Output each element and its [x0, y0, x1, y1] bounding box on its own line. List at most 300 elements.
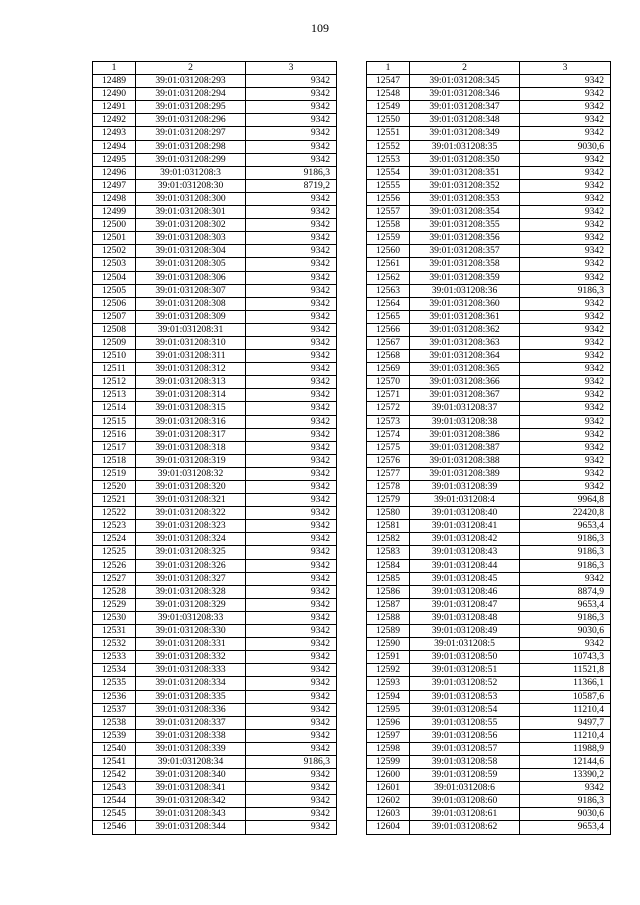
- cadastral-number: 39:01:031208:349: [410, 127, 520, 140]
- row-number: 12529: [93, 598, 136, 611]
- left-table: [92, 61, 337, 835]
- table-row: [93, 690, 337, 703]
- row-number: 12565: [367, 310, 410, 323]
- row-number: 12593: [367, 677, 410, 690]
- value: 9186,3: [520, 533, 611, 546]
- value: 9342: [246, 795, 337, 808]
- row-number: 12522: [93, 507, 136, 520]
- row-number: 12545: [93, 808, 136, 821]
- value: 9342: [246, 467, 337, 480]
- table-row: [93, 598, 337, 611]
- table-row: [367, 428, 611, 441]
- cadastral-number: 39:01:031208:337: [136, 716, 246, 729]
- column-header-1: 1: [93, 62, 136, 75]
- cadastral-number: 39:01:031208:313: [136, 376, 246, 389]
- cadastral-number: 39:01:031208:351: [410, 166, 520, 179]
- value: 9030,6: [520, 140, 611, 153]
- value: 9342: [520, 114, 611, 127]
- table-row: [367, 494, 611, 507]
- cadastral-number: 39:01:031208:51: [410, 664, 520, 677]
- table-row: [93, 297, 337, 310]
- cadastral-number: 39:01:031208:326: [136, 559, 246, 572]
- table-row: [93, 153, 337, 166]
- row-number: 12594: [367, 690, 410, 703]
- row-number: 12548: [367, 88, 410, 101]
- table-row: [367, 611, 611, 624]
- value: 9342: [520, 336, 611, 349]
- row-number: 12506: [93, 297, 136, 310]
- row-number: 12586: [367, 585, 410, 598]
- row-number: 12582: [367, 533, 410, 546]
- value: 9342: [520, 454, 611, 467]
- table-row: [367, 454, 611, 467]
- row-number: 12550: [367, 114, 410, 127]
- row-number: 12592: [367, 664, 410, 677]
- table-row: [93, 467, 337, 480]
- row-number: 12584: [367, 559, 410, 572]
- cadastral-number: 39:01:031208:316: [136, 415, 246, 428]
- value: 9342: [246, 140, 337, 153]
- table-row: [367, 363, 611, 376]
- table-row: [93, 284, 337, 297]
- cadastral-number: 39:01:031208:37: [410, 402, 520, 415]
- value: 9342: [520, 350, 611, 363]
- value: 22420,8: [520, 507, 611, 520]
- value: 9186,3: [520, 559, 611, 572]
- cadastral-number: 39:01:031208:320: [136, 481, 246, 494]
- cadastral-number: 39:01:031208:50: [410, 651, 520, 664]
- table-row: [93, 271, 337, 284]
- cadastral-number: 39:01:031208:388: [410, 454, 520, 467]
- value: 9342: [246, 219, 337, 232]
- column-header-1: 1: [367, 62, 410, 75]
- value: 11521,8: [520, 664, 611, 677]
- table-row: [367, 585, 611, 598]
- cadastral-number: 39:01:031208:42: [410, 533, 520, 546]
- table-row: [93, 179, 337, 192]
- table-row: [367, 336, 611, 349]
- value: 9342: [520, 206, 611, 219]
- table-row: [93, 625, 337, 638]
- table-row: [93, 232, 337, 245]
- table-row: [93, 389, 337, 402]
- table-row: [367, 153, 611, 166]
- value: 9342: [246, 153, 337, 166]
- value: 9342: [520, 232, 611, 245]
- cadastral-number: 39:01:031208:327: [136, 572, 246, 585]
- value: 9342: [520, 245, 611, 258]
- table-row: [93, 677, 337, 690]
- table-row: [93, 140, 337, 153]
- table-row: [93, 782, 337, 795]
- column-header-2: 2: [410, 62, 520, 75]
- value: 9186,3: [246, 166, 337, 179]
- cadastral-number: 39:01:031208:299: [136, 153, 246, 166]
- row-number: 12598: [367, 742, 410, 755]
- value: 9342: [246, 729, 337, 742]
- value: 9342: [520, 376, 611, 389]
- row-number: 12554: [367, 166, 410, 179]
- table-row: [93, 651, 337, 664]
- value: 9342: [246, 690, 337, 703]
- cadastral-number: 39:01:031208:30: [136, 179, 246, 192]
- value: 9653,4: [520, 520, 611, 533]
- table-row: [367, 389, 611, 402]
- table-row: [367, 323, 611, 336]
- cadastral-number: 39:01:031208:47: [410, 598, 520, 611]
- value: 9342: [520, 481, 611, 494]
- cadastral-number: 39:01:031208:296: [136, 114, 246, 127]
- value: 9342: [246, 192, 337, 205]
- value: 9342: [246, 415, 337, 428]
- row-number: 12532: [93, 638, 136, 651]
- row-number: 12513: [93, 389, 136, 402]
- cadastral-number: 39:01:031208:366: [410, 376, 520, 389]
- value: 9342: [246, 716, 337, 729]
- row-number: 12599: [367, 755, 410, 768]
- row-number: 12553: [367, 153, 410, 166]
- value: 9342: [246, 651, 337, 664]
- cadastral-number: 39:01:031208:322: [136, 507, 246, 520]
- value: 9342: [520, 428, 611, 441]
- table-row: [93, 638, 337, 651]
- table-row: [367, 651, 611, 664]
- value: 9342: [520, 179, 611, 192]
- value: 9342: [246, 533, 337, 546]
- value: 9342: [520, 402, 611, 415]
- table-row: [367, 755, 611, 768]
- value: 9342: [246, 625, 337, 638]
- cadastral-number: 39:01:031208:301: [136, 206, 246, 219]
- row-number: 12497: [93, 179, 136, 192]
- table-row: [367, 664, 611, 677]
- row-number: 12530: [93, 611, 136, 624]
- row-number: 12583: [367, 546, 410, 559]
- value: 9342: [520, 166, 611, 179]
- table-row: [93, 127, 337, 140]
- cadastral-number: 39:01:031208:343: [136, 808, 246, 821]
- table-row: [367, 127, 611, 140]
- row-number: 12567: [367, 336, 410, 349]
- cadastral-number: 39:01:031208:361: [410, 310, 520, 323]
- cadastral-number: 39:01:031208:36: [410, 284, 520, 297]
- row-number: 12557: [367, 206, 410, 219]
- value: 9186,3: [520, 284, 611, 297]
- table-row: [367, 808, 611, 821]
- table-row: [93, 546, 337, 559]
- table-row: [367, 598, 611, 611]
- table-row: [367, 572, 611, 585]
- cadastral-number: 39:01:031208:340: [136, 769, 246, 782]
- cadastral-number: 39:01:031208:43: [410, 546, 520, 559]
- table-row: [93, 585, 337, 598]
- value: 9342: [520, 310, 611, 323]
- value: 9186,3: [246, 755, 337, 768]
- value: 9342: [246, 245, 337, 258]
- value: 9342: [520, 258, 611, 271]
- cadastral-number: 39:01:031208:357: [410, 245, 520, 258]
- row-number: 12537: [93, 703, 136, 716]
- row-number: 12544: [93, 795, 136, 808]
- cadastral-number: 39:01:031208:34: [136, 755, 246, 768]
- table-row: [93, 415, 337, 428]
- value: 9342: [246, 258, 337, 271]
- table-row: [367, 467, 611, 480]
- table-row: [93, 192, 337, 205]
- table-row: [367, 782, 611, 795]
- value: 9342: [520, 192, 611, 205]
- table-row: [367, 232, 611, 245]
- table-row: [367, 795, 611, 808]
- row-number: 12534: [93, 664, 136, 677]
- cadastral-number: 39:01:031208:294: [136, 88, 246, 101]
- row-number: 12571: [367, 389, 410, 402]
- value: 9342: [246, 598, 337, 611]
- table-row: [367, 533, 611, 546]
- cadastral-number: 39:01:031208:334: [136, 677, 246, 690]
- value: 9342: [246, 101, 337, 114]
- table-row: [93, 75, 337, 88]
- table-row: [367, 703, 611, 716]
- table-row: [93, 428, 337, 441]
- value: 9342: [246, 638, 337, 651]
- cadastral-number: 39:01:031208:346: [410, 88, 520, 101]
- row-number: 12524: [93, 533, 136, 546]
- table-row: [93, 323, 337, 336]
- cadastral-number: 39:01:031208:305: [136, 258, 246, 271]
- table-row: [93, 350, 337, 363]
- cadastral-number: 39:01:031208:52: [410, 677, 520, 690]
- value: 9497,7: [520, 716, 611, 729]
- value: 9186,3: [520, 795, 611, 808]
- value: 13390,2: [520, 769, 611, 782]
- value: 9342: [246, 336, 337, 349]
- table-row: [93, 166, 337, 179]
- cadastral-number: 39:01:031208:312: [136, 363, 246, 376]
- row-number: 12520: [93, 481, 136, 494]
- cadastral-number: 39:01:031208:345: [410, 75, 520, 88]
- row-number: 12590: [367, 638, 410, 651]
- row-number: 12596: [367, 716, 410, 729]
- cadastral-number: 39:01:031208:306: [136, 271, 246, 284]
- right-table: [366, 61, 611, 835]
- table-row: [367, 166, 611, 179]
- table-row: [93, 611, 337, 624]
- cadastral-number: 39:01:031208:40: [410, 507, 520, 520]
- table-row: [93, 821, 337, 834]
- row-number: 12549: [367, 101, 410, 114]
- cadastral-number: 39:01:031208:41: [410, 520, 520, 533]
- table-row: [93, 114, 337, 127]
- row-number: 12504: [93, 271, 136, 284]
- cadastral-number: 39:01:031208:4: [410, 494, 520, 507]
- row-number: 12489: [93, 75, 136, 88]
- table-row: [367, 821, 611, 834]
- table-row: [367, 690, 611, 703]
- cadastral-number: 39:01:031208:342: [136, 795, 246, 808]
- cadastral-number: 39:01:031208:38: [410, 415, 520, 428]
- value: 9186,3: [520, 611, 611, 624]
- cadastral-number: 39:01:031208:341: [136, 782, 246, 795]
- row-number: 12490: [93, 88, 136, 101]
- row-number: 12597: [367, 729, 410, 742]
- cadastral-number: 39:01:031208:310: [136, 336, 246, 349]
- cadastral-number: 39:01:031208:55: [410, 716, 520, 729]
- table-row: [367, 769, 611, 782]
- table-row: [367, 75, 611, 88]
- cadastral-number: 39:01:031208:328: [136, 585, 246, 598]
- cadastral-number: 39:01:031208:311: [136, 350, 246, 363]
- column-header-3: 3: [520, 62, 611, 75]
- page-number: 109: [311, 21, 329, 35]
- row-number: 12595: [367, 703, 410, 716]
- row-number: 12574: [367, 428, 410, 441]
- cadastral-number: 39:01:031208:335: [136, 690, 246, 703]
- row-number: 12566: [367, 323, 410, 336]
- cadastral-number: 39:01:031208:6: [410, 782, 520, 795]
- value: 9342: [246, 664, 337, 677]
- table-row: [367, 88, 611, 101]
- cadastral-number: 39:01:031208:365: [410, 363, 520, 376]
- value: 9342: [520, 88, 611, 101]
- table-row: [367, 716, 611, 729]
- cadastral-number: 39:01:031208:360: [410, 297, 520, 310]
- row-number: 12575: [367, 441, 410, 454]
- row-number: 12496: [93, 166, 136, 179]
- value: 11210,4: [520, 703, 611, 716]
- table-row: [367, 310, 611, 323]
- row-number: 12495: [93, 153, 136, 166]
- row-number: 12517: [93, 441, 136, 454]
- cadastral-number: 39:01:031208:321: [136, 494, 246, 507]
- row-number: 12556: [367, 192, 410, 205]
- table-row: [93, 572, 337, 585]
- row-number: 12521: [93, 494, 136, 507]
- row-number: 12579: [367, 494, 410, 507]
- cadastral-number: 39:01:031208:387: [410, 441, 520, 454]
- value: 12144,6: [520, 755, 611, 768]
- row-number: 12601: [367, 782, 410, 795]
- cadastral-number: 39:01:031208:332: [136, 651, 246, 664]
- row-number: 12531: [93, 625, 136, 638]
- row-number: 12512: [93, 376, 136, 389]
- table-row: [93, 88, 337, 101]
- value: 9653,4: [520, 598, 611, 611]
- table-row: [93, 742, 337, 755]
- cadastral-number: 39:01:031208:389: [410, 467, 520, 480]
- row-number: 12510: [93, 350, 136, 363]
- value: 9342: [246, 363, 337, 376]
- value: 9342: [246, 821, 337, 834]
- cadastral-number: 39:01:031208:45: [410, 572, 520, 585]
- column-header-2: 2: [136, 62, 246, 75]
- cadastral-number: 39:01:031208:298: [136, 140, 246, 153]
- value: 9342: [246, 232, 337, 245]
- table-row: [367, 192, 611, 205]
- row-number: 12591: [367, 651, 410, 664]
- value: 10587,6: [520, 690, 611, 703]
- row-number: 12543: [93, 782, 136, 795]
- row-number: 12560: [367, 245, 410, 258]
- row-number: 12516: [93, 428, 136, 441]
- row-number: 12511: [93, 363, 136, 376]
- table-row: [93, 245, 337, 258]
- table-row: [367, 520, 611, 533]
- value: 9964,8: [520, 494, 611, 507]
- cadastral-number: 39:01:031208:302: [136, 219, 246, 232]
- cadastral-number: 39:01:031208:325: [136, 546, 246, 559]
- value: 9342: [520, 782, 611, 795]
- row-number: 12493: [93, 127, 136, 140]
- value: 9342: [246, 323, 337, 336]
- cadastral-number: 39:01:031208:5: [410, 638, 520, 651]
- cadastral-number: 39:01:031208:331: [136, 638, 246, 651]
- value: 9342: [246, 376, 337, 389]
- table-row: [93, 716, 337, 729]
- cadastral-number: 39:01:031208:362: [410, 323, 520, 336]
- value: 10743,3: [520, 651, 611, 664]
- value: 9342: [246, 481, 337, 494]
- cadastral-number: 39:01:031208:323: [136, 520, 246, 533]
- cadastral-number: 39:01:031208:367: [410, 389, 520, 402]
- row-number: 12491: [93, 101, 136, 114]
- header-row: [93, 62, 337, 75]
- row-number: 12555: [367, 179, 410, 192]
- row-number: 12559: [367, 232, 410, 245]
- cadastral-number: 39:01:031208:354: [410, 206, 520, 219]
- value: 11988,9: [520, 742, 611, 755]
- left-table-body: [93, 75, 337, 834]
- value: 9342: [246, 428, 337, 441]
- value: 9342: [246, 808, 337, 821]
- row-number: 12600: [367, 769, 410, 782]
- value: 9342: [520, 415, 611, 428]
- table-row: [93, 769, 337, 782]
- value: 9030,6: [520, 625, 611, 638]
- value: 9342: [246, 310, 337, 323]
- value: 9342: [246, 114, 337, 127]
- cadastral-number: 39:01:031208:56: [410, 729, 520, 742]
- table-row: [367, 101, 611, 114]
- cadastral-number: 39:01:031208:295: [136, 101, 246, 114]
- cadastral-number: 39:01:031208:304: [136, 245, 246, 258]
- cadastral-number: 39:01:031208:58: [410, 755, 520, 768]
- table-row: [93, 336, 337, 349]
- value: 9342: [246, 703, 337, 716]
- value: 9342: [520, 389, 611, 402]
- cadastral-number: 39:01:031208:319: [136, 454, 246, 467]
- cadastral-number: 39:01:031208:49: [410, 625, 520, 638]
- row-number: 12515: [93, 415, 136, 428]
- value: 9342: [246, 88, 337, 101]
- table-row: [93, 101, 337, 114]
- table-row: [367, 258, 611, 271]
- row-number: 12514: [93, 402, 136, 415]
- row-number: 12589: [367, 625, 410, 638]
- cadastral-number: 39:01:031208:338: [136, 729, 246, 742]
- row-number: 12492: [93, 114, 136, 127]
- row-number: 12499: [93, 206, 136, 219]
- row-number: 12528: [93, 585, 136, 598]
- cadastral-number: 39:01:031208:318: [136, 441, 246, 454]
- row-number: 12569: [367, 363, 410, 376]
- row-number: 12573: [367, 415, 410, 428]
- value: 9342: [520, 127, 611, 140]
- row-number: 12505: [93, 284, 136, 297]
- table-row: [367, 546, 611, 559]
- value: 9342: [246, 742, 337, 755]
- table-row: [367, 402, 611, 415]
